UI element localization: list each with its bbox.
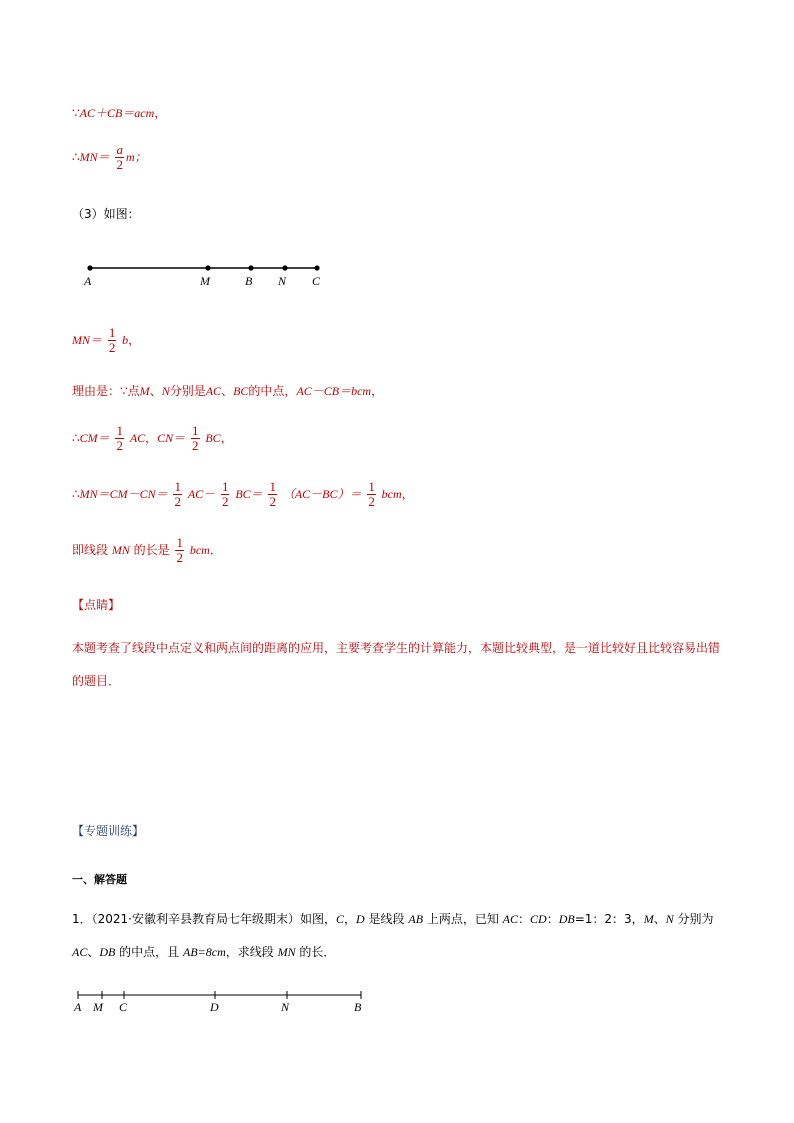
text: 如图，	[300, 912, 337, 926]
therefore-symbol: ∴	[72, 431, 80, 445]
rhs: b	[122, 333, 129, 347]
figure-segment-ac	[80, 258, 330, 292]
point-a	[87, 265, 92, 270]
training-heading: 【专题训练】	[72, 824, 145, 838]
var: DB	[99, 945, 116, 959]
solution-line-4	[72, 326, 140, 355]
expression: （AC－BC）＝	[282, 487, 362, 501]
label-n: N	[281, 1000, 290, 1014]
expression: AC－CB＝bcm	[296, 384, 372, 398]
expression: AC－	[187, 487, 216, 501]
label-m: M	[93, 1000, 103, 1014]
var: MN	[277, 945, 296, 959]
expression: AC＋CB＝acm	[79, 106, 155, 120]
denominator: 2	[269, 494, 276, 509]
var: DB	[558, 912, 575, 926]
numerator: 1	[192, 423, 199, 438]
fraction	[191, 424, 200, 453]
lhs: CN＝	[157, 431, 186, 445]
text: 上两点，已知	[423, 912, 503, 926]
numerator: 1	[368, 479, 375, 494]
lhs: MN＝	[79, 150, 110, 164]
var: C	[336, 912, 345, 926]
figure-segment-ab	[70, 988, 370, 1018]
because-symbol: ∵	[120, 384, 128, 398]
rhs: BC	[205, 431, 221, 445]
var: M	[643, 912, 654, 926]
label-a: A	[84, 274, 92, 288]
punctuation: ．	[209, 543, 222, 557]
var: AC	[502, 912, 519, 926]
text: 、	[149, 384, 162, 398]
punctuation: ，	[220, 431, 233, 445]
var: M	[139, 384, 150, 398]
expression: BC＝	[235, 487, 263, 501]
text: 、	[221, 384, 234, 398]
fraction	[115, 424, 124, 453]
denominator: 2	[221, 494, 229, 509]
expression: bcm	[381, 487, 402, 501]
text: 的长．	[295, 945, 336, 959]
text: 点	[127, 384, 140, 398]
var: BC	[233, 384, 249, 398]
text: 分别为	[673, 912, 714, 926]
numerator: 1	[221, 479, 229, 494]
fraction	[115, 143, 124, 172]
var: D	[356, 912, 365, 926]
punctuation: ，	[145, 431, 158, 445]
fraction	[173, 480, 182, 509]
text: 、	[87, 945, 100, 959]
punctuation: ，	[154, 106, 167, 120]
text: 理由是：	[72, 384, 121, 398]
therefore-symbol: ∴	[72, 150, 80, 164]
fraction	[175, 536, 184, 565]
var: AC	[205, 384, 222, 398]
label-n: N	[278, 274, 287, 288]
denominator: 2	[368, 494, 375, 509]
solution-line-5	[72, 382, 383, 399]
punctuation: ，	[128, 333, 141, 347]
expression: MN＝CM－CN＝	[79, 487, 168, 501]
comment-text: 本题考查了线段中点定义和两点间的距离的应用，主要考查学生的计算能力，本题比较典型，是一道比较好且比较容易出错的题目．	[72, 641, 721, 688]
lhs: CM＝	[79, 431, 110, 445]
point-n	[282, 265, 287, 270]
denominator: 2	[116, 157, 123, 172]
comment-heading: 【点睛】	[72, 598, 121, 612]
text: 是线段	[364, 912, 409, 926]
point-m	[205, 265, 210, 270]
label-c: C	[312, 274, 321, 288]
denominator: 2	[116, 438, 123, 453]
var: N	[665, 912, 674, 926]
text: ，求线段	[225, 945, 278, 959]
solution-line-8	[72, 536, 222, 565]
punctuation: ，	[401, 487, 414, 501]
therefore-symbol: ∴	[72, 487, 80, 501]
var: AB	[408, 912, 424, 926]
fraction	[221, 480, 230, 509]
fraction	[367, 480, 376, 509]
question-source: （2021·安徽利辛县教育局七年级期末）	[91, 912, 300, 926]
text: 即线段	[72, 543, 112, 557]
label-b: B	[245, 274, 253, 288]
label-a: A	[74, 1000, 82, 1014]
expression: AB=8cm	[183, 945, 226, 959]
denominator: 2	[192, 438, 199, 453]
numerator: 1	[269, 479, 276, 494]
question-1	[72, 903, 722, 969]
numerator: 1	[176, 535, 183, 550]
punctuation: ，	[371, 384, 384, 398]
fraction	[268, 480, 277, 509]
section-title: 一、解答题	[72, 873, 127, 886]
numerator: 1	[174, 479, 181, 494]
denominator: 2	[108, 340, 116, 355]
point-c	[314, 265, 319, 270]
numerator: a	[116, 142, 123, 157]
numerator: 1	[108, 325, 116, 340]
text: 分别是	[169, 384, 206, 398]
solution-line-1	[72, 104, 166, 121]
label-m: M	[200, 274, 210, 288]
solution-line-2	[72, 143, 147, 172]
text: 的中点，	[248, 384, 297, 398]
expression: bcm	[189, 543, 210, 557]
question-number: 1．	[72, 912, 92, 926]
var: AC	[72, 945, 88, 959]
var: N	[161, 384, 170, 398]
rhs: AC	[129, 431, 146, 445]
text: ：	[518, 912, 531, 926]
text: 、	[653, 912, 666, 926]
rhs: m；	[125, 150, 147, 164]
label-b: B	[354, 1000, 362, 1014]
denominator: 2	[176, 550, 183, 565]
text: ，	[344, 912, 357, 926]
denominator: 2	[174, 494, 181, 509]
because-symbol: ∵	[72, 106, 80, 120]
solution-line-6	[72, 424, 233, 453]
text: 的长是	[129, 543, 170, 557]
text: 的中点，且	[115, 945, 183, 959]
lhs: MN＝	[72, 333, 103, 347]
label-c: C	[119, 1000, 128, 1014]
text: =1：2：3，	[574, 912, 644, 926]
point-b	[248, 265, 253, 270]
var: CD	[530, 912, 547, 926]
numerator: 1	[116, 423, 123, 438]
fraction	[108, 326, 117, 355]
solution-line-3: （3）如图：	[72, 207, 140, 221]
solution-line-7	[72, 480, 414, 509]
label-d: D	[210, 1000, 219, 1014]
text: ：	[546, 912, 559, 926]
var: MN	[111, 543, 130, 557]
